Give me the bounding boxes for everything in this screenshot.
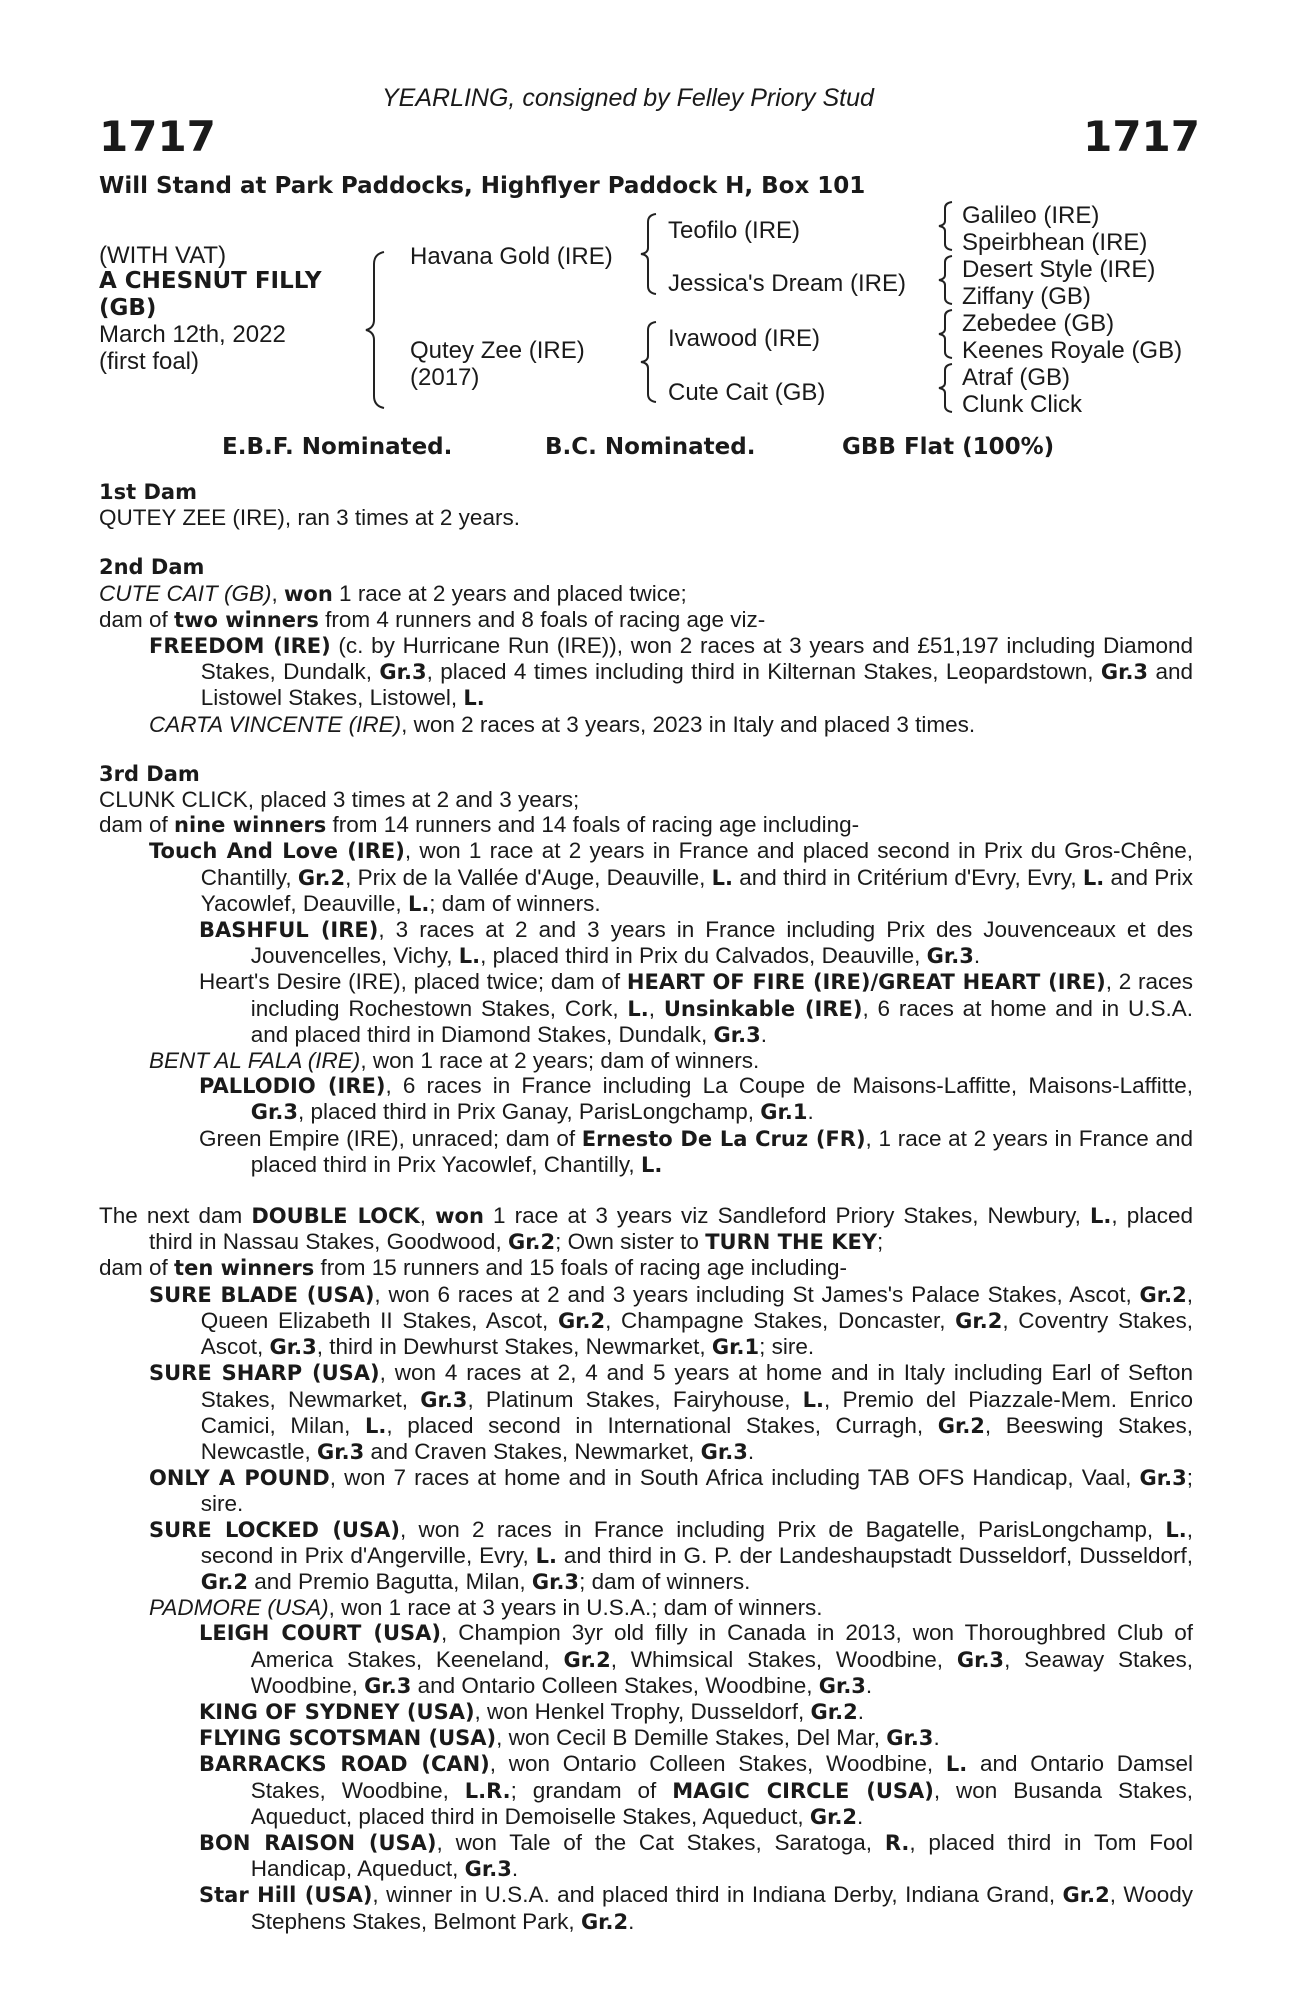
produce-carta-vincente: CARTA VINCENTE (IRE), won 2 races at 3 years, 2023 in Italy and placed 3 times.: [149, 711, 976, 737]
dam-year: (2017): [410, 364, 480, 391]
ancestor-ziffany: Ziffany (GB): [962, 283, 1091, 310]
produce-freedom: FREEDOM (IRE) (c. by Hurricane Run (IRE)), won 2 races at 3 years and £51,197 including Diamond Stakes, Dundalk, Gr.3, placed 4 times including third in Kilternan Stakes, Leopardstown, Gr.3 and Listowel Stakes, Listowel, L.: [149, 633, 1193, 711]
date-of-birth: March 12th, 2022: [99, 321, 286, 348]
pedigree-brace-g3: [934, 308, 956, 360]
pedigree-brace-g2: [934, 254, 956, 306]
lot-number-left: 1717: [99, 112, 216, 161]
produce-barracks-road: BARRACKS ROAD (CAN), won Ontario Colleen Stakes, Woodbine, L. and Ontario Damsel Stakes, Woodbine, L.R.; grandam of MAGIC CIRCLE (USA), won Busanda Stakes, Aqueduct, placed third in Demoiselle Stakes, Aqueduct, Gr.2.: [199, 1751, 1193, 1829]
dam-dam: Cute Cait (GB): [668, 379, 826, 406]
first-dam-heading: 1st Dam: [99, 480, 197, 504]
produce-leigh-court: LEIGH COURT (USA), Champion 3yr old filly in Canada in 2013, won Thoroughbred Club of America Stakes, Keeneland, Gr.2, Whimsical Stakes, Woodbine, Gr.3, Seaway Stakes, Woodbine, Gr.3 and Ontario Colleen Stakes, Woodbine, Gr.3.: [199, 1620, 1193, 1698]
bc-nominated: B.C. Nominated.: [545, 434, 756, 460]
pedigree-brace-dam: [636, 320, 660, 404]
next-dam-line: The next dam DOUBLE LOCK, won 1 race at 3 years viz Sandleford Priory Stakes, Newbury, L., placed third in Nassau Stakes, Goodwood, Gr.2; Own sister to TURN THE KEY;: [99, 1203, 1194, 1255]
third-dam-line: CLUNK CLICK, placed 3 times at 2 and 3 years;: [99, 787, 580, 813]
sire: Havana Gold (IRE): [410, 243, 613, 270]
ancestor-keenes-royale: Keenes Royale (GB): [962, 337, 1183, 364]
dam: Qutey Zee (IRE): [410, 337, 585, 364]
sire-sire: Teofilo (IRE): [668, 217, 801, 244]
ebf-nominated: E.B.F. Nominated.: [222, 434, 453, 460]
sire-dam: Jessica's Dream (IRE): [668, 270, 906, 297]
ancestor-zebedee: Zebedee (GB): [962, 310, 1115, 337]
produce-sure-locked: SURE LOCKED (USA), won 2 races in France including Prix de Bagatelle, ParisLongchamp, L., second in Prix d'Angerville, Evry, L. and third in G. P. der Landeshaupstadt Dusseldorf, Dusseldorf, Gr.2 and Premio Bagutta, Milan, Gr.3; dam of winners.: [149, 1516, 1193, 1594]
third-dam-heading: 3rd Dam: [99, 761, 200, 786]
produce-only-a-pound: ONLY A POUND, won 7 races at home and in South Africa including TAB OFS Handicap, Vaal, Gr.3; sire.: [149, 1465, 1193, 1517]
second-dam-section: [99, 555, 1193, 736]
ancestor-clunk-click: Clunk Click: [962, 391, 1083, 418]
produce-bon-raison: BON RAISON (USA), won Tale of the Cat Stakes, Saratoga, R., placed third in Tom Fool Handicap, Aqueduct, Gr.3.: [199, 1829, 1193, 1882]
pedigree-brace-g1: [934, 200, 956, 252]
ancestor-speirbhean: Speirbhean (IRE): [962, 229, 1148, 256]
produce-pallodio: PALLODIO (IRE), 6 races in France including La Coupe de Maisons-Laffitte, Maisons-Laffitte, Gr.3, placed third in Prix Ganay, ParisLongchamp, Gr.1.: [199, 1073, 1193, 1125]
produce-star-hill: Star Hill (USA), winner in U.S.A. and placed third in Indiana Derby, Indiana Grand, Gr.2, Woody Stephens Stakes, Belmont Park, Gr.2.: [199, 1882, 1193, 1934]
second-dam-line: CUTE CAIT (GB), won 1 race at 2 years and placed twice;: [99, 580, 687, 606]
pedigree-brace-g4: [934, 362, 956, 414]
produce-sure-sharp: SURE SHARP (USA), won 4 races at 2, 4 and 5 years at home and in Italy including Earl of Sefton Stakes, Newmarket, Gr.3, Platinum Stakes, Fairyhouse, L., Premio del Piazzale-Mem. Enrico Camici, Milan, L., placed second in International Stakes, Curragh, Gr.2, Beeswing Stakes, Newcastle, Gr.3 and Craven Stakes, Newmarket, Gr.3.: [149, 1360, 1194, 1464]
ancestor-galileo: Galileo (IRE): [962, 202, 1100, 229]
subtitle: YEARLING, consigned by Felley Priory Stud: [382, 84, 874, 112]
next-dam-produce-line: dam of ten winners from 15 runners and 15 foals of racing age including-: [99, 1255, 848, 1281]
third-dam-produce-line: dam of nine winners from 14 runners and 14 foals of racing age including-: [99, 812, 860, 838]
third-dam-section: [99, 762, 1193, 1178]
horse-name-country: (GB): [99, 295, 157, 321]
first-dam-section: [99, 480, 1193, 530]
dam-sire: Ivawood (IRE): [668, 325, 821, 352]
second-dam-heading: 2nd Dam: [99, 555, 205, 580]
foal-note: (first foal): [99, 348, 200, 375]
ancestor-atraf: Atraf (GB): [962, 364, 1071, 391]
produce-king-of-sydney: KING OF SYDNEY (USA), won Henkel Trophy, Dusseldorf, Gr.2.: [199, 1698, 864, 1724]
first-dam-text: QUTEY ZEE (IRE), ran 3 times at 2 years.: [99, 505, 520, 531]
pedigree-brace-sire: [636, 212, 660, 296]
produce-padmore: PADMORE (USA), won 1 race at 3 years in U.S.A.; dam of winners.: [149, 1595, 823, 1621]
stand-location: Will Stand at Park Paddocks, Highflyer Paddock H, Box 101: [99, 173, 866, 199]
horse-name: A CHESNUT FILLY: [99, 268, 322, 294]
pedigree-brace-main: [360, 250, 390, 410]
produce-touch-and-love: Touch And Love (IRE), won 1 race at 2 years in France and placed second in Prix du Gros-Chêne, Chantilly, Gr.2, Prix de la Vallée d'Auge, Deauville, L. and third in Critérium d'Evry, Evry, L. and Prix Yacowlef, Deauville, L.; dam of winners.: [149, 838, 1194, 916]
ancestor-desert-style: Desert Style (IRE): [962, 256, 1156, 283]
produce-bent-al-fala: BENT AL FALA (IRE), won 1 race at 2 years; dam of winners.: [149, 1048, 760, 1074]
vat-note: (WITH VAT): [99, 242, 227, 269]
next-dam-section: [99, 1203, 1193, 1935]
produce-green-empire: Green Empire (IRE), unraced; dam of Ernesto De La Cruz (FR), 1 race at 2 years in France and placed third in Prix Yacowlef, Chantilly, L.: [199, 1125, 1193, 1177]
lot-number-right: 1717: [1083, 112, 1200, 161]
produce-hearts-desire: Heart's Desire (IRE), placed twice; dam of HEART OF FIRE (IRE)/GREAT HEART (IRE), 2 races including Rochestown Stakes, Cork, L., Unsinkable (IRE), 6 races at home and in U.S.A. and placed third in Diamond Stakes, Dundalk, Gr.3.: [199, 969, 1194, 1047]
gbb-flat: GBB Flat (100%): [842, 434, 1055, 460]
produce-bashful: BASHFUL (IRE), 3 races at 2 and 3 years in France including Prix des Jouvenceaux et des Jouvencelles, Vichy, L., placed third in Prix du Calvados, Deauville, Gr.3.: [199, 917, 1193, 969]
catalogue-body: [99, 480, 1193, 1935]
second-dam-produce-line: dam of two winners from 4 runners and 8 foals of racing age viz-: [99, 606, 766, 632]
produce-flying-scotsman: FLYING SCOTSMAN (USA), won Cecil B Demille Stakes, Del Mar, Gr.3.: [199, 1725, 940, 1751]
produce-sure-blade: SURE BLADE (USA), won 6 races at 2 and 3 years including St James's Palace Stakes, Ascot, Gr.2, Queen Elizabeth II Stakes, Ascot, Gr.2, Champagne Stakes, Doncaster, Gr.2, Coventry Stakes, Ascot, Gr.3, third in Dewhurst Stakes, Newmarket, Gr.1; sire.: [149, 1281, 1193, 1360]
